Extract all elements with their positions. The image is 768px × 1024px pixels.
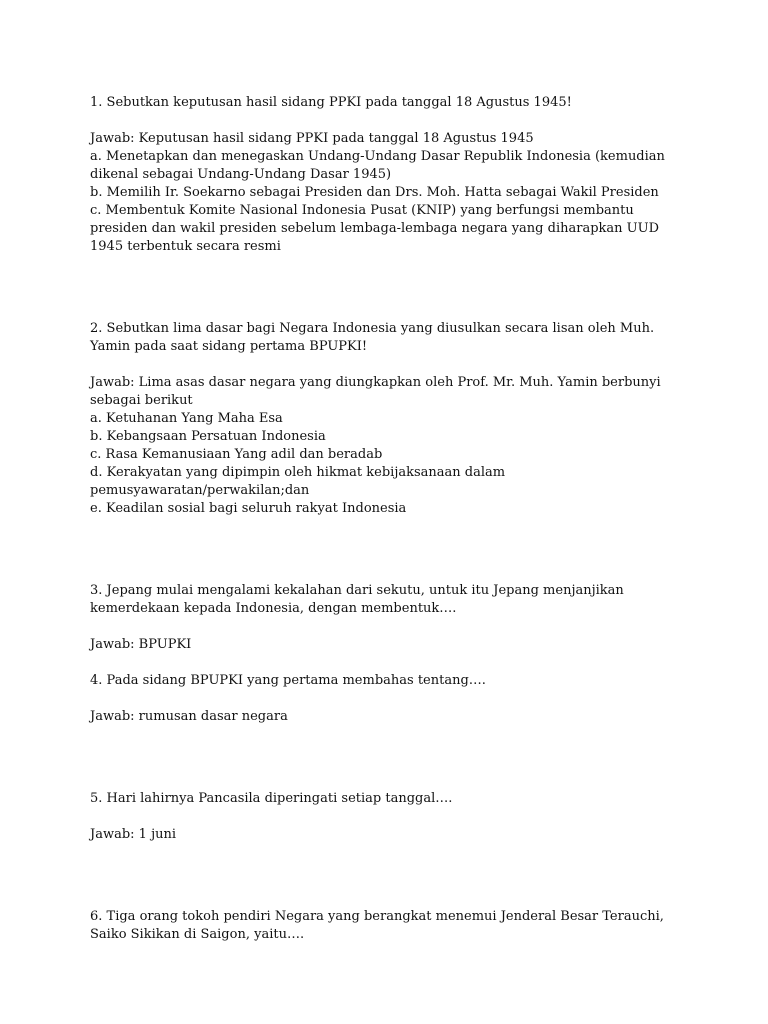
- question-1-text: 1. Sebutkan keputusan hasil sidang PPKI pada tanggal 18 Agustus 1945!: [90, 95, 572, 110]
- question-2-text: 2. Sebutkan lima dasar bagi Negara Indonesia yang diusulkan secara lisan oleh Muh. Yamin pada saat sidang pertama BPUPKI!: [90, 321, 655, 354]
- answer-2-item-d: d. Kerakyatan yang dipimpin oleh hikmat kebijaksanaan dalam pemusyawaratan/perwakilan;dan: [90, 465, 506, 498]
- question-3-block: [90, 582, 690, 654]
- question-5-text: 5. Hari lahirnya Pancasila diperingati setiap tanggal….: [90, 791, 453, 806]
- question-4-text: 4. Pada sidang BPUPKI yang pertama membahas tentang….: [90, 673, 486, 688]
- question-4-block: [90, 672, 690, 726]
- question-3-text: 3. Jepang mulai mengalami kekalahan dari sekutu, untuk itu Jepang menjanjikan kemerdekaan kepada Indonesia, dengan membentuk….: [90, 583, 624, 616]
- answer-2-item-c: c. Rasa Kemanusiaan Yang adil dan beradab: [90, 447, 383, 462]
- answer-1-item-a: a. Menetapkan dan menegaskan Undang-Undang Dasar Republik Indonesia (kemudian dikenal sebagai Undang-Undang Dasar 1945): [90, 149, 665, 182]
- question-5-block: [90, 790, 690, 844]
- question-6-block: [90, 908, 690, 944]
- question-2-block: [90, 320, 690, 518]
- answer-4-text: Jawab: rumusan dasar negara: [90, 709, 288, 724]
- document-page: [90, 94, 690, 944]
- answer-2-item-b: b. Kebangsaan Persatuan Indonesia: [90, 429, 326, 444]
- question-6-text: 6. Tiga orang tokoh pendiri Negara yang berangkat menemui Jenderal Besar Terauchi, Saiko Sikikan di Saigon, yaitu….: [90, 909, 664, 942]
- answer-1-intro: Jawab: Keputusan hasil sidang PPKI pada tanggal 18 Agustus 1945: [90, 131, 534, 146]
- answer-2-intro: Jawab: Lima asas dasar negara yang diungkapkan oleh Prof. Mr. Muh. Yamin berbunyi sebagai berikut: [90, 375, 661, 408]
- question-1-block: [90, 94, 690, 256]
- answer-3-text: Jawab: BPUPKI: [90, 637, 192, 652]
- answer-1-item-b: b. Memilih Ir. Soekarno sebagai Presiden dan Drs. Moh. Hatta sebagai Wakil Presiden: [90, 185, 659, 200]
- answer-1-item-c: c. Membentuk Komite Nasional Indonesia Pusat (KNIP) yang berfungsi membantu presiden dan wakil presiden sebelum lembaga-lembaga negara yang diharapkan UUD 1945 terbentuk secara resmi: [90, 203, 659, 254]
- answer-2-item-e: e. Keadilan sosial bagi seluruh rakyat Indonesia: [90, 501, 407, 516]
- answer-5-text: Jawab: 1 juni: [90, 827, 177, 842]
- answer-2-item-a: a. Ketuhanan Yang Maha Esa: [90, 411, 283, 426]
